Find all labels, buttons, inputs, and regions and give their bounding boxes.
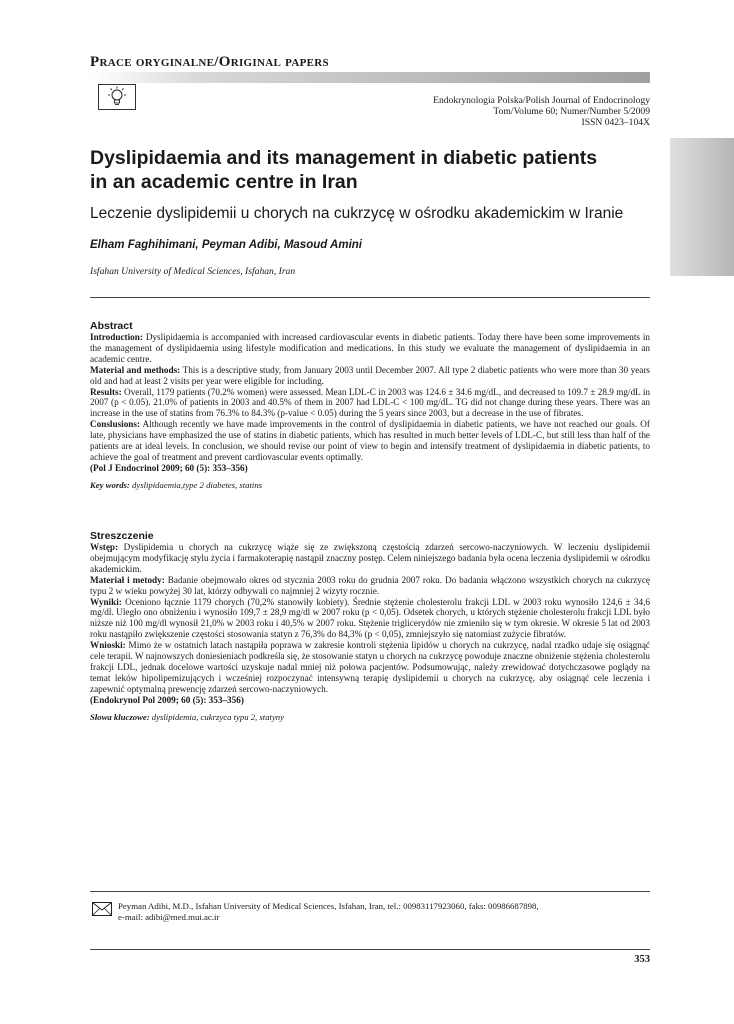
results-label: Results: [90, 386, 122, 397]
streszczenie-body [90, 542, 650, 706]
correspondence-line-2: e-mail: adibi@med.mui.ac.ir [118, 912, 220, 922]
abstract-heading: Abstract [90, 320, 133, 332]
side-tab [670, 138, 734, 276]
keywords-label: Key words: [90, 479, 130, 490]
abstract-results [90, 387, 650, 420]
conclusions-text: Mimo że w ostatnich latach nastąpiła poprawa w zakresie kontroli stężenia lipidów u chorych na cukrzycę, nadal rzadko udaje się osiągnąć cele terapii. W najnowszych doniesieniach podkreśla się, że stosowanie statyn u chorych na cukrzycę powoduje znaczne obniżenie stężenia cholesterolu frakcji LDL, jednak docelowe wartości uzyskuje nadal mniej niż połowa pacjentów. Podsumowując, należy zrewidować dotychczasowe poglądy na temat leków hipolipemizujących i wcześniej rozpoczynać intensywną terapię dyslipidemii u chorych na cukrzycę, aby osiągnąć cele leczenia i zapewnić optymalną prewencję zdarzeń sercowo-naczyniowych. [90, 640, 650, 694]
abstract-body [90, 332, 650, 474]
citation-text: (Pol J Endocrinol 2009; 60 (5): 353–356) [90, 462, 248, 473]
keywords-value: dyslipidaemia,type 2 diabetes, statins [129, 479, 263, 490]
divider [90, 297, 650, 298]
conclusions-text: Although recently we have made improvements in the control of dyslipidaemia in diabetic patients, we have not reached our goals. Of late, physicians have emphasized the use of statins in diabetic patients, which has resulted in much better levels of LDL-C, but still less than half of the patients are at ideal levels. In conclusion, we should revise our point of view to begin and intensify treatment of dyslipidaemia in diabetic patients, to achieve the goal of treatment and prevent cardiovascular events optimally. [90, 419, 650, 462]
keywords-value: dyslipidemia, cukrzyca typu 2, statyny [149, 711, 285, 722]
methods-text: Badanie obejmowało okres od stycznia 2003 roku do grudnia 2007 roku. Do badania włączono wszystkich chorych na cukrzycę typu 2 w wieku powyżej 30 lat, którzy odbywali co najmniej 2 wizyty rocznie. [90, 574, 650, 596]
journal-issn: ISSN 0423–104X [581, 117, 650, 128]
journal-name: Endokrynologia Polska/Polish Journal of Endocrinology [433, 95, 650, 106]
article-subtitle: Leczenie dyslipidemii u chorych na cukrzycę w ośrodku akademickim w Iranie [90, 205, 624, 222]
abstract-introduction [90, 332, 650, 365]
header-bar [90, 72, 650, 83]
abstract-keywords [90, 480, 650, 490]
methods-label: Materiał i metody: [90, 574, 165, 585]
streszczenie-heading: Streszczenie [90, 530, 154, 542]
page-number: 353 [634, 954, 650, 965]
abstract-citation [90, 463, 650, 474]
methods-text: This is a descriptive study, from January 2003 until December 2007. All type 2 diabetic patients who were more than 30 years old and had at least 2 visits per year were eligible for including. [90, 364, 650, 386]
journal-info [433, 95, 650, 128]
abstract-methods [90, 365, 650, 387]
abstract-conclusions [90, 419, 650, 463]
intro-text: Dyslipidaemia is accompanied with increased cardiovascular events in diabetic patients. Today there have been some improvements in the management of dyslipidaemia using lifestyle modification and medications. In this study we evaluate the management of dyslipidaemia in an academic centre. [90, 332, 650, 364]
streszczenie-section [90, 530, 650, 722]
divider [90, 891, 650, 892]
abstract-section [90, 320, 650, 490]
results-text: Overall, 1179 patients (70.2% women) were assessed. Mean LDL-C in 2003 was 124.6 ± 34.6 mg/dL, and decreased to 109.7 ± 28.9 mg/dL in 2007 (p < 0.05). 21.0% of patients in 2003 and 40.5% of them in 2007 had LDL-C < 100 mg/dL. TG did not change during these years. There was an increase in the use of statins from 76.3% to 84.3% (p-value < 0.05) during the 5 years since 2003, but a decrease in the use of fibrates. [90, 386, 650, 419]
streszczenie-citation [90, 695, 650, 706]
streszczenie-introduction [90, 542, 650, 575]
authors: Elham Faghihimani, Peyman Adibi, Masoud Amini [90, 239, 362, 251]
streszczenie-keywords [90, 712, 650, 722]
journal-volume: Tom/Volume 60; Numer/Number 5/2009 [493, 106, 650, 117]
intro-label: Wstęp: [90, 542, 119, 552]
conclusions-label: Wnioski: [90, 640, 126, 651]
results-text: Oceniono łącznie 1179 chorych (70,2% stanowiły kobiety). Średnie stężenie cholesterolu frakcji LDL w 2003 roku wynosiło 124,6 ± 34,6 mg/dl. Uległo ono obniżeniu i wynosiło 109,7 ± 28,9 mg/dl w 2007 roku (p < 0,05). Odsetek chorych, u których stężenie cholesterolu frakcji LDL było niższe niż 100 mg/dl wynosił 21,0% w 2003 roku i 40,5% w 2007 roku. Stężenie triglicerydów nie zmieniło się w tym okresie. W okresie 5 lat od 2003 roku nastąpiło zwiększenie częstości stosowania statyn z 76,3% do 84,3% (p < 0,05), zmniejszyło się natomiast zużycie fibratów. [90, 596, 650, 640]
streszczenie-methods [90, 575, 650, 597]
divider [90, 949, 650, 950]
affiliation: Isfahan University of Medical Sciences, Isfahan, Iran [90, 266, 296, 277]
article-title [90, 146, 650, 194]
streszczenie-results [90, 597, 650, 641]
lightbulb-icon [98, 84, 136, 110]
keywords-label: Słowa kluczowe: [90, 711, 150, 722]
section-header: Prace oryginalne/Original papers [90, 54, 329, 70]
results-label: Wyniki: [90, 596, 122, 607]
methods-label: Material and methods: [90, 364, 181, 375]
streszczenie-conclusions [90, 640, 650, 695]
title-line-2: in an academic centre in Iran [90, 171, 358, 193]
envelope-icon [92, 902, 112, 916]
intro-text: Dyslipidemia u chorych na cukrzycę wiąże się ze zwiększoną częstością zdarzeń sercowo-naczyniowych. W leczeniu dyslipidemii obejmującym modyfikację stylu życia i farmakoterapię nastąpił znaczny postęp. Celem niniejszego badania była ocena leczenia dyslipidemii w ośrodku akademickim. [90, 542, 650, 574]
correspondence-line-1: Peyman Adibi, M.D., Isfahan University of Medical Sciences, Isfahan, Iran, tel.: 00983117923060, faks: 00986687898, [118, 901, 539, 911]
correspondence-address [118, 901, 539, 923]
conclusions-label: Conslusions: [90, 419, 141, 430]
title-line-1: Dyslipidaemia and its management in diabetic patients [90, 147, 598, 169]
citation-text: (Endokrynol Pol 2009; 60 (5): 353–356) [90, 694, 244, 705]
intro-label: Introduction: [90, 332, 143, 342]
